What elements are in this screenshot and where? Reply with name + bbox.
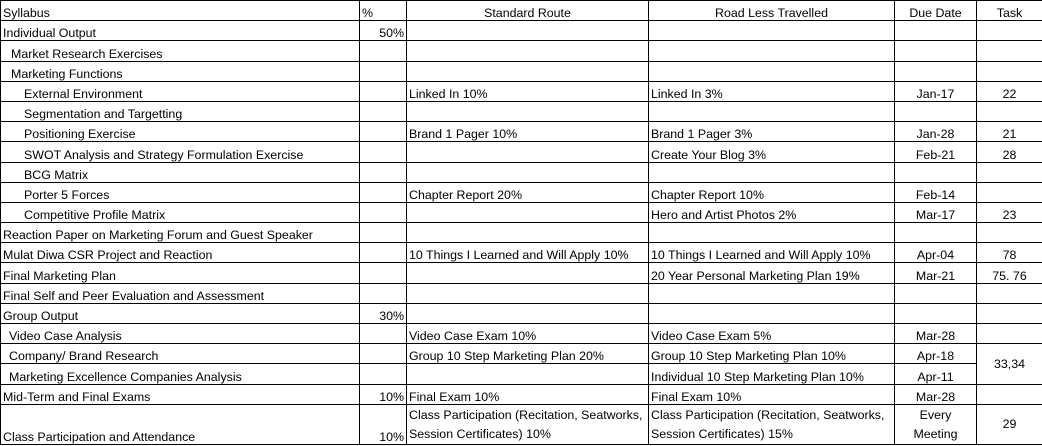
task-cell[interactable]: [977, 21, 1042, 41]
syllabus-cell[interactable]: Final Self and Peer Evaluation and Assessment: [1, 283, 360, 303]
table-row: [1, 81, 1042, 101]
percent-cell[interactable]: [360, 162, 407, 182]
header-row: [1, 1, 1042, 21]
table-row: [1, 344, 1042, 364]
due-cell[interactable]: Mar-21: [895, 263, 977, 283]
standard-cell[interactable]: [407, 142, 649, 162]
due-cell[interactable]: Mar-28: [895, 324, 977, 344]
road-cell[interactable]: Video Case Exam 5%: [649, 324, 895, 344]
header-task[interactable]: Task: [977, 1, 1042, 21]
percent-cell[interactable]: 10%: [360, 404, 407, 444]
road-cell[interactable]: Hero and Artist Photos 2%: [649, 202, 895, 222]
syllabus-cell[interactable]: Marketing Excellence Companies Analysis: [1, 364, 360, 384]
road-cell[interactable]: [649, 41, 895, 61]
table-row: [1, 263, 1042, 283]
task-cell[interactable]: [977, 303, 1042, 323]
due-cell[interactable]: [895, 283, 977, 303]
header-standard-route[interactable]: Standard Route: [407, 1, 649, 21]
road-cell[interactable]: 20 Year Personal Marketing Plan 19%: [649, 263, 895, 283]
due-cell[interactable]: [895, 21, 977, 41]
table-row: [1, 223, 1042, 243]
table-row: [1, 162, 1042, 182]
task-cell[interactable]: 23: [977, 202, 1042, 222]
syllabus-cell[interactable]: Positioning Exercise: [1, 122, 360, 142]
table-row: [1, 142, 1042, 162]
due-cell[interactable]: [895, 223, 977, 243]
due-cell[interactable]: Apr-18: [895, 344, 977, 364]
task-cell[interactable]: 78: [977, 243, 1042, 263]
syllabus-cell[interactable]: Marketing Functions: [1, 61, 360, 81]
task-cell[interactable]: [977, 162, 1042, 182]
due-cell[interactable]: Mar-17: [895, 202, 977, 222]
road-cell[interactable]: Brand 1 Pager 3%: [649, 122, 895, 142]
standard-cell[interactable]: Chapter Report 20%: [407, 182, 649, 202]
syllabus-cell[interactable]: Market Research Exercises: [1, 41, 360, 61]
syllabus-cell[interactable]: Segmentation and Targetting: [1, 101, 360, 121]
due-cell[interactable]: [895, 41, 977, 61]
task-cell[interactable]: [977, 41, 1042, 61]
road-cell[interactable]: Final Exam 10%: [649, 384, 895, 404]
task-cell[interactable]: 22: [977, 81, 1042, 101]
due-cell[interactable]: Jan-28: [895, 122, 977, 142]
standard-cell[interactable]: 10 Things I Learned and Will Apply 10%: [407, 243, 649, 263]
standard-cell[interactable]: Final Exam 10%: [407, 384, 649, 404]
task-cell[interactable]: [977, 384, 1042, 404]
road-cell[interactable]: [649, 21, 895, 41]
table-row: [1, 41, 1042, 61]
syllabus-cell[interactable]: Individual Output: [1, 21, 360, 41]
task-cell[interactable]: 28: [977, 142, 1042, 162]
road-cell[interactable]: [649, 101, 895, 121]
standard-cell[interactable]: [407, 303, 649, 323]
header-syllabus[interactable]: Syllabus: [1, 1, 360, 21]
syllabus-cell[interactable]: SWOT Analysis and Strategy Formulation Exercise: [1, 142, 360, 162]
road-cell[interactable]: Group 10 Step Marketing Plan 10%: [649, 344, 895, 364]
standard-cell[interactable]: [407, 101, 649, 121]
task-cell[interactable]: 75. 76: [977, 263, 1042, 283]
standard-cell[interactable]: [407, 162, 649, 182]
syllabus-cell[interactable]: Class Participation and Attendance: [1, 404, 360, 444]
header-road-less-travelled[interactable]: Road Less Travelled: [649, 1, 895, 21]
percent-cell[interactable]: [360, 41, 407, 61]
due-cell[interactable]: Every Meeting: [895, 404, 977, 444]
due-cell[interactable]: Apr-11: [895, 364, 977, 384]
syllabus-cell[interactable]: External Environment: [1, 81, 360, 101]
percent-cell[interactable]: 50%: [360, 21, 407, 41]
syllabus-cell[interactable]: BCG Matrix: [1, 162, 360, 182]
table-row: [1, 202, 1042, 222]
table-row: [1, 61, 1042, 81]
due-cell[interactable]: Feb-21: [895, 142, 977, 162]
road-cell[interactable]: Create Your Blog 3%: [649, 142, 895, 162]
road-cell[interactable]: [649, 303, 895, 323]
road-cell[interactable]: [649, 61, 895, 81]
task-cell[interactable]: [977, 182, 1042, 202]
table-row: [1, 404, 1042, 444]
task-cell[interactable]: [977, 101, 1042, 121]
table-row: [1, 384, 1042, 404]
percent-cell[interactable]: [360, 223, 407, 243]
road-cell[interactable]: Individual 10 Step Marketing Plan 10%: [649, 364, 895, 384]
syllabus-cell[interactable]: Porter 5 Forces: [1, 182, 360, 202]
standard-cell[interactable]: [407, 263, 649, 283]
standard-cell[interactable]: [407, 283, 649, 303]
header-due-date[interactable]: Due Date: [895, 1, 977, 21]
percent-cell[interactable]: [360, 122, 407, 142]
road-cell[interactable]: [649, 283, 895, 303]
due-cell[interactable]: Mar-28: [895, 384, 977, 404]
percent-cell[interactable]: [360, 283, 407, 303]
percent-cell[interactable]: [360, 61, 407, 81]
road-cell[interactable]: Class Participation (Recitation, Seatworks, Session Certificates) 15%: [649, 404, 895, 444]
table-row: [1, 243, 1042, 263]
standard-cell[interactable]: Linked In 10%: [407, 81, 649, 101]
task-cell[interactable]: [977, 324, 1042, 344]
standard-cell[interactable]: [407, 223, 649, 243]
road-cell[interactable]: Linked In 3%: [649, 81, 895, 101]
syllabus-cell[interactable]: Group Output: [1, 303, 360, 323]
percent-cell[interactable]: [360, 324, 407, 344]
standard-cell[interactable]: Brand 1 Pager 10%: [407, 122, 649, 142]
road-cell[interactable]: Chapter Report 10%: [649, 182, 895, 202]
task-cell[interactable]: [977, 61, 1042, 81]
syllabus-cell[interactable]: Mid-Term and Final Exams: [1, 384, 360, 404]
percent-cell[interactable]: [360, 364, 407, 384]
percent-cell[interactable]: [360, 101, 407, 121]
standard-cell[interactable]: [407, 61, 649, 81]
table-row: [1, 182, 1042, 202]
due-cell[interactable]: [895, 162, 977, 182]
syllabus-cell[interactable]: Competitive Profile Matrix: [1, 202, 360, 222]
percent-cell[interactable]: [360, 243, 407, 263]
standard-cell[interactable]: [407, 364, 649, 384]
percent-cell[interactable]: [360, 344, 407, 364]
standard-cell[interactable]: [407, 202, 649, 222]
table-row: [1, 101, 1042, 121]
table-row: [1, 324, 1042, 344]
table-row: [1, 21, 1042, 41]
task-cell[interactable]: 33,34: [977, 344, 1042, 384]
due-cell[interactable]: Jan-17: [895, 81, 977, 101]
percent-cell[interactable]: [360, 202, 407, 222]
table-row: [1, 364, 1042, 384]
percent-cell[interactable]: [360, 263, 407, 283]
table-row: [1, 283, 1042, 303]
syllabus-cell[interactable]: Reaction Paper on Marketing Forum and Guest Speaker: [1, 223, 360, 243]
standard-cell[interactable]: [407, 41, 649, 61]
percent-cell[interactable]: [360, 182, 407, 202]
due-cell[interactable]: [895, 61, 977, 81]
standard-cell[interactable]: Class Participation (Recitation, Seatworks, Session Certificates) 10%: [407, 404, 649, 444]
percent-cell[interactable]: 30%: [360, 303, 407, 323]
due-cell[interactable]: Apr-04: [895, 243, 977, 263]
syllabus-cell[interactable]: Video Case Analysis: [1, 324, 360, 344]
percent-cell[interactable]: [360, 142, 407, 162]
due-cell[interactable]: Feb-14: [895, 182, 977, 202]
task-cell[interactable]: 29: [977, 404, 1042, 444]
road-cell[interactable]: [649, 162, 895, 182]
road-cell[interactable]: 10 Things I Learned and Will Apply 10%: [649, 243, 895, 263]
standard-cell[interactable]: Video Case Exam 10%: [407, 324, 649, 344]
due-cell[interactable]: [895, 303, 977, 323]
task-cell[interactable]: [977, 223, 1042, 243]
table-row: [1, 122, 1042, 142]
road-cell[interactable]: [649, 223, 895, 243]
due-cell[interactable]: [895, 101, 977, 121]
syllabus-cell[interactable]: Mulat Diwa CSR Project and Reaction: [1, 243, 360, 263]
task-cell[interactable]: 21: [977, 122, 1042, 142]
percent-cell[interactable]: 10%: [360, 384, 407, 404]
standard-cell[interactable]: [407, 21, 649, 41]
syllabus-cell[interactable]: Final Marketing Plan: [1, 263, 360, 283]
syllabus-cell[interactable]: Company/ Brand Research: [1, 344, 360, 364]
standard-cell[interactable]: Group 10 Step Marketing Plan 20%: [407, 344, 649, 364]
header-percent[interactable]: %: [360, 1, 407, 21]
table-row: [1, 303, 1042, 323]
task-cell[interactable]: [977, 283, 1042, 303]
percent-cell[interactable]: [360, 81, 407, 101]
